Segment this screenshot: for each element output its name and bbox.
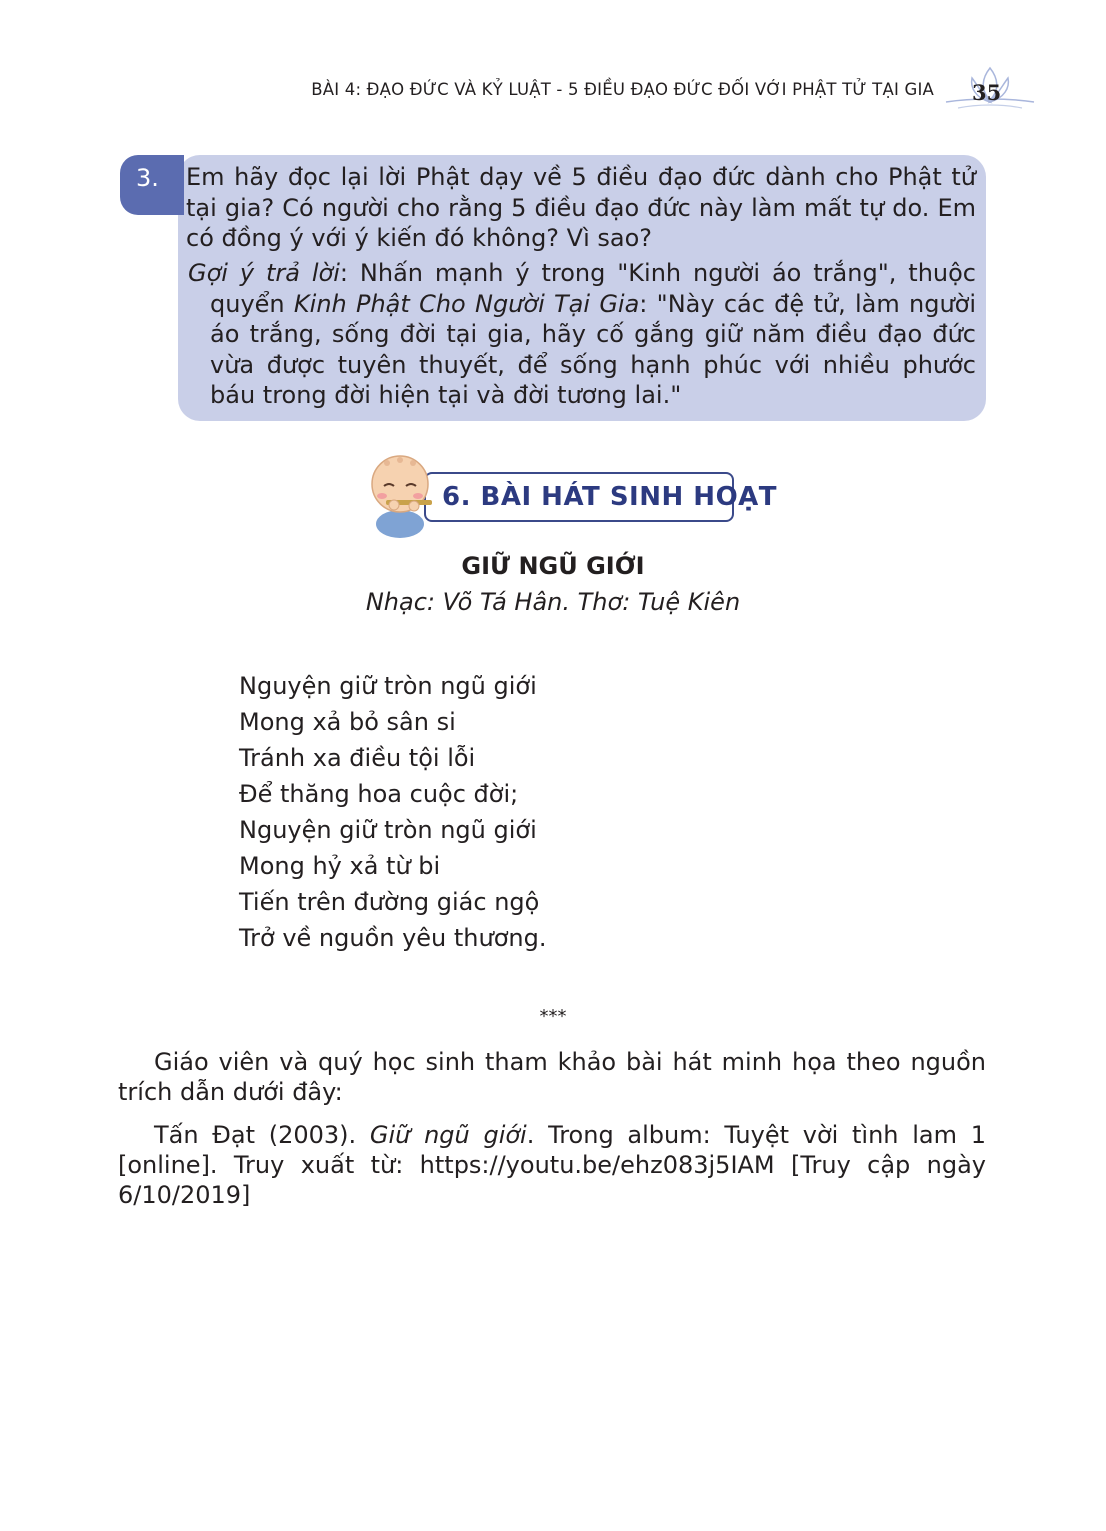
reference-intro: Giáo viên và quý học sinh tham khảo bài hát minh họa theo nguồn trích dẫn dưới đây: <box>118 1048 986 1106</box>
reference-citation <box>118 1120 986 1210</box>
page-number: 35 <box>972 80 1002 105</box>
question-hint <box>188 258 976 411</box>
song-credit: Nhạc: Võ Tá Hân. Thơ: Tuệ Kiên <box>365 588 741 616</box>
lyric-line: Trở về nguồn yêu thương. <box>239 924 547 952</box>
section-heading: 6. BÀI HÁT SINH HOẠT <box>442 482 778 512</box>
hint-part1: : Nhấn mạnh ý trong "Kinh người áo trắng", thuộc quyển <box>210 259 976 318</box>
lyric-line: Mong hỷ xả từ bi <box>239 852 441 880</box>
hint-label: Gợi ý trả lời <box>188 259 340 287</box>
lyric-line: Để thăng hoa cuộc đời; <box>239 780 519 808</box>
citation-title: Giữ ngũ giới <box>369 1121 527 1149</box>
running-header: BÀI 4: ĐẠO ĐỨC VÀ KỶ LUẬT - 5 ĐIỀU ĐẠO ĐỨC ĐỐI VỚI PHẬT TỬ TẠI GIA <box>311 80 934 99</box>
lyric-line: Mong xả bỏ sân si <box>239 708 456 736</box>
lyric-line: Nguyện giữ tròn ngũ giới <box>239 816 537 844</box>
lyric-line: Nguyện giữ tròn ngũ giới <box>239 672 537 700</box>
song-title: GIỮ NGŨ GIỚI <box>461 552 645 580</box>
song-lyrics <box>239 668 547 956</box>
citation-rest: . Trong album: Tuyệt vời tình lam 1 [online]. Truy xuất từ: https://youtu.be/ehz083j5IAM [Truy cập ngày 6/10/2019] <box>118 1121 986 1209</box>
section-banner <box>364 450 778 540</box>
hint-part2: : "Này các đệ tử, làm người áo trắng, sống đời tại gia, hãy cố gắng giữ năm điều đạo đức vừa được tuyên thuyết, để sống hạnh phúc với nhiều phước báu trong đời hiện tại và đời tương lai." <box>210 289 977 409</box>
lyric-line: Tiến trên đường giác ngộ <box>239 888 540 916</box>
lyric-line: Tránh xa điều tội lỗi <box>239 744 476 772</box>
separator: *** <box>539 1006 567 1027</box>
hint-book: Kinh Phật Cho Người Tại Gia <box>293 289 640 318</box>
monk-flute-icon <box>364 450 444 540</box>
question-number: 3. <box>136 164 159 192</box>
question-text: Em hãy đọc lại lời Phật dạy về 5 điều đạo đức dành cho Phật tử tại gia? Có người cho rằng 5 điều đạo đức này làm mất tự do. Em có đồng ý với ý kiến đó không? Vì sao? <box>186 163 976 252</box>
citation-author: Tấn Đạt (2003). <box>154 1121 370 1149</box>
